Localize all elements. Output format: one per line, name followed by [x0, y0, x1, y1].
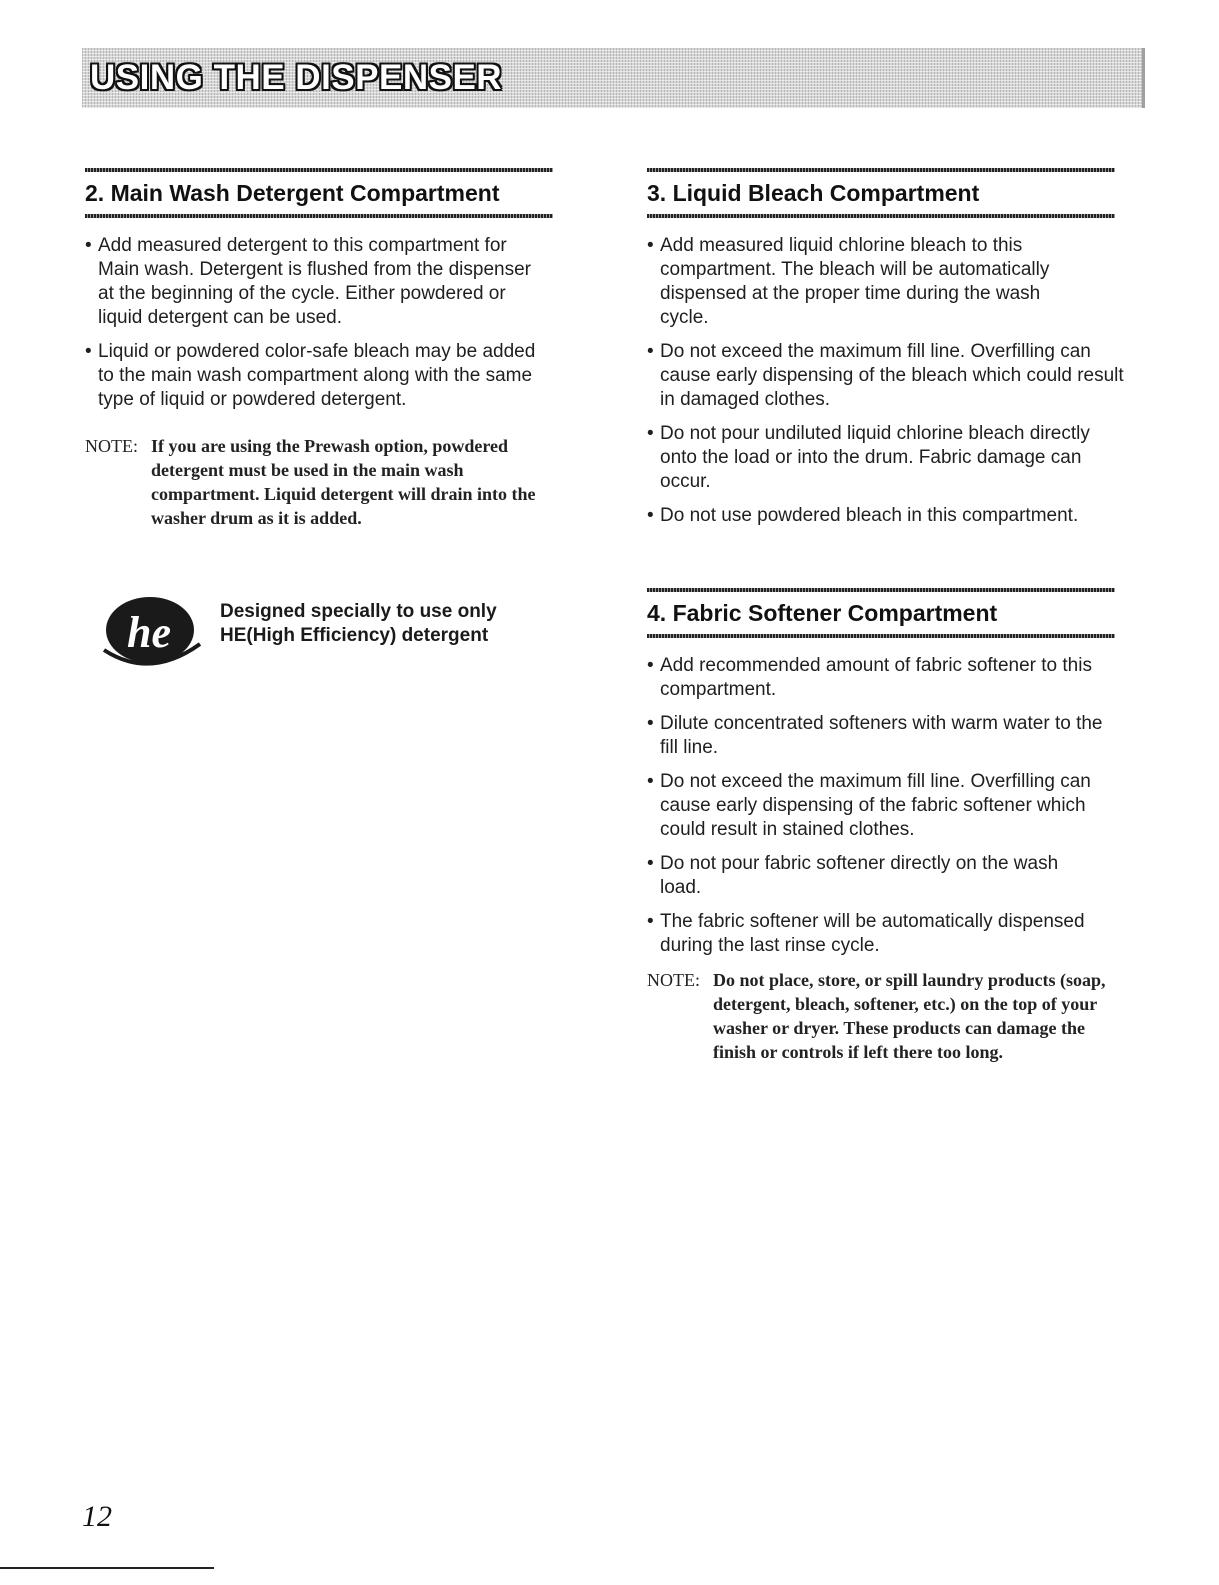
page-banner: [82, 48, 1145, 108]
note-text: If you are using the Prewash option, powdered detergent must be used in the main wash compartment. Liquid detergent will drain into the washer drum as it is added.: [151, 436, 536, 528]
note-label: NOTE:: [85, 436, 138, 456]
list-item: • Do not use powdered bleach in this compartment.: [647, 505, 1079, 526]
he-logo-icon: [100, 592, 210, 680]
note-text: Do not place, store, or spill laundry products (soap, detergent, bleach, softener, etc.) on the top of your washer or dryer. These products can damage the finish or controls if left there too long.: [713, 970, 1106, 1062]
section-title: 2. Main Wash Detergent Compartment: [85, 180, 500, 206]
list-item: • The fabric softener will be automatically dispensed during the last rinse cycle.: [647, 911, 1085, 956]
section-main-wash: [85, 168, 553, 530]
note: [647, 968, 1117, 1064]
he-notice-text: Designed specially to use only HE(High Efficiency) detergent: [220, 601, 497, 646]
list-item: • Do not pour undiluted liquid chlorine bleach directly onto the load or into the drum. Fabric damage can occur.: [647, 423, 1090, 492]
section-title: 4. Fabric Softener Compartment: [647, 600, 998, 626]
list-item: • Do not pour fabric softener directly on the wash load.: [647, 853, 1059, 898]
list-item: • Do not exceed the maximum fill line. Overfilling can cause early dispensing of the bleach which could result in damaged clothes.: [647, 341, 1124, 410]
list-item: • Add measured liquid chlorine bleach to this compartment. The bleach will be automatically dispensed at the proper time during the wash cycle.: [647, 235, 1050, 328]
note: [85, 434, 555, 530]
section-liquid-bleach: [647, 168, 1124, 538]
section-bottom-rule: [85, 214, 553, 218]
note-label: NOTE:: [647, 970, 700, 990]
list-item: • Do not exceed the maximum fill line. Overfilling can cause early dispensing of the fabric softener which could result in stained clothes.: [647, 771, 1091, 840]
section-fabric-softener: [647, 588, 1115, 1064]
section-bottom-rule: [647, 214, 1115, 218]
bullet-list: [647, 234, 1124, 528]
page-title: USING THE DISPENSER: [90, 58, 503, 97]
page-number: 12: [82, 1500, 112, 1533]
bottom-rule: [0, 1567, 214, 1569]
section-bottom-rule: [647, 634, 1115, 638]
list-item: • Add measured detergent to this compartment for Main wash. Detergent is flushed from the dispenser at the beginning of the cycle. Either powdered or liquid detergent can be used.: [85, 235, 531, 328]
he-detergent-notice: [100, 592, 560, 692]
bullet-list: [647, 654, 1115, 958]
section-title: 3. Liquid Bleach Compartment: [647, 180, 980, 206]
list-item: • Dilute concentrated softeners with warm water to the fill line.: [647, 713, 1103, 758]
bullet-list: [85, 234, 553, 412]
list-item: • Add recommended amount of fabric softener to this compartment.: [647, 655, 1092, 700]
svg-text:he: he: [127, 608, 171, 657]
list-item: • Liquid or powdered color-safe bleach may be added to the main wash compartment along with the same type of liquid or powdered detergent.: [85, 341, 536, 410]
